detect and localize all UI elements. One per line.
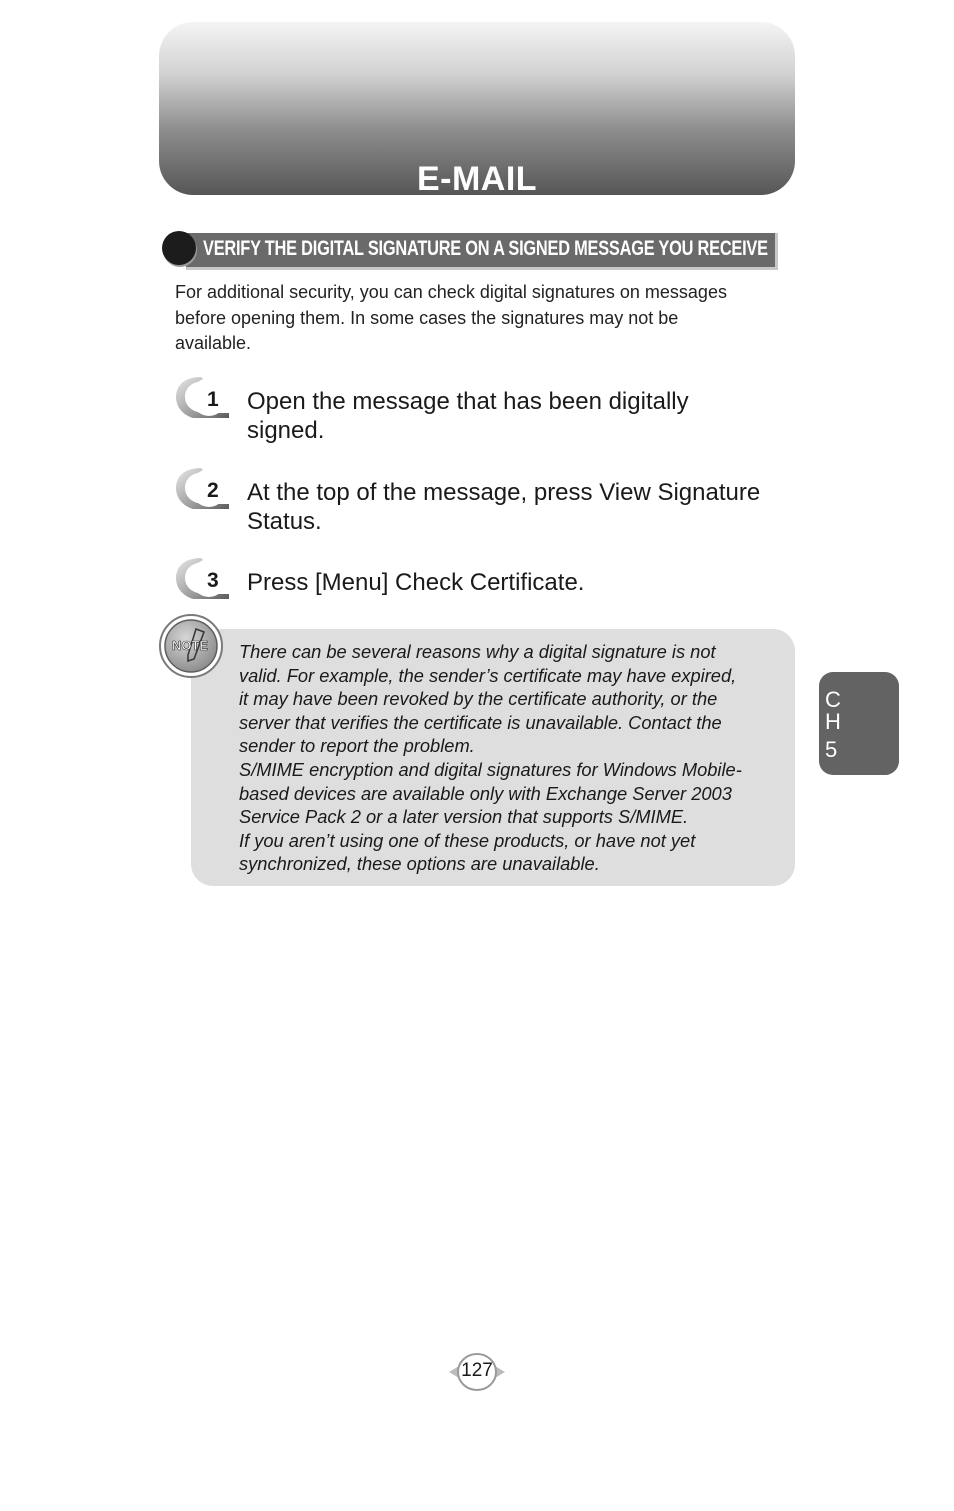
chapter-tab — [819, 672, 899, 775]
step-number: 1 — [207, 388, 219, 411]
chapter-tab-number: 5 — [825, 737, 838, 762]
step-badge-icon — [175, 556, 229, 600]
intro-line: For additional security, you can check digital signatures on messages — [175, 282, 727, 302]
note-line: There can be several reasons why a digital signature is not — [239, 641, 716, 662]
step-number: 2 — [207, 479, 219, 502]
note-line: Service Pack 2 or a later version that supports S/MIME. — [239, 806, 689, 828]
note-line: server that verifies the certificate is unavailable. Contact the — [239, 711, 722, 733]
step-line: signed. — [247, 417, 325, 444]
note-line: If you aren’t using one of these products, or have not yet — [239, 829, 696, 851]
step-text — [247, 387, 807, 445]
step-text — [247, 568, 807, 597]
step-text — [247, 478, 807, 536]
page-number: 127 — [461, 1360, 493, 1381]
step-line: Status. — [247, 508, 322, 535]
step-line: At the top of the message, press View Signature — [247, 479, 761, 506]
section-heading: VERIFY THE DIGITAL SIGNATURE ON A SIGNED MESSAGE YOU RECEIVE — [203, 237, 768, 260]
step-badge-icon — [175, 466, 229, 510]
note-icon-label: NOTE — [171, 638, 209, 653]
step-line: Press [Menu] Check Certificate. — [247, 569, 585, 596]
chapter-tab-c: C — [825, 687, 841, 712]
chapter-header — [159, 22, 795, 198]
note-line: valid. For example, the sender’s certificate may have expired, — [239, 664, 737, 686]
note-line: based devices are available only with Exchange Server 2003 — [239, 782, 732, 804]
note-icon — [158, 613, 224, 679]
intro-paragraph — [175, 280, 795, 357]
step-number: 3 — [207, 569, 219, 592]
note-line: it may have been revoked by the certificate authority, or the — [239, 688, 718, 710]
section-bullet-icon — [162, 231, 196, 265]
chapter-tab-h: H — [825, 709, 841, 734]
note-line: S/MIME encryption and digital signatures for Windows Mobile- — [239, 758, 742, 780]
intro-line: available. — [175, 333, 252, 353]
note-line: sender to report the problem. — [239, 735, 475, 757]
intro-line: before opening them. In some cases the signatures may not be — [175, 307, 679, 328]
page-number-badge — [447, 1352, 507, 1392]
page-title: E-MAIL — [416, 160, 538, 198]
note-text — [239, 640, 789, 876]
step-badge-icon — [175, 375, 229, 419]
step-line: Open the message that has been digitally — [247, 388, 689, 415]
note-line: synchronized, these options are unavailable. — [239, 853, 600, 875]
